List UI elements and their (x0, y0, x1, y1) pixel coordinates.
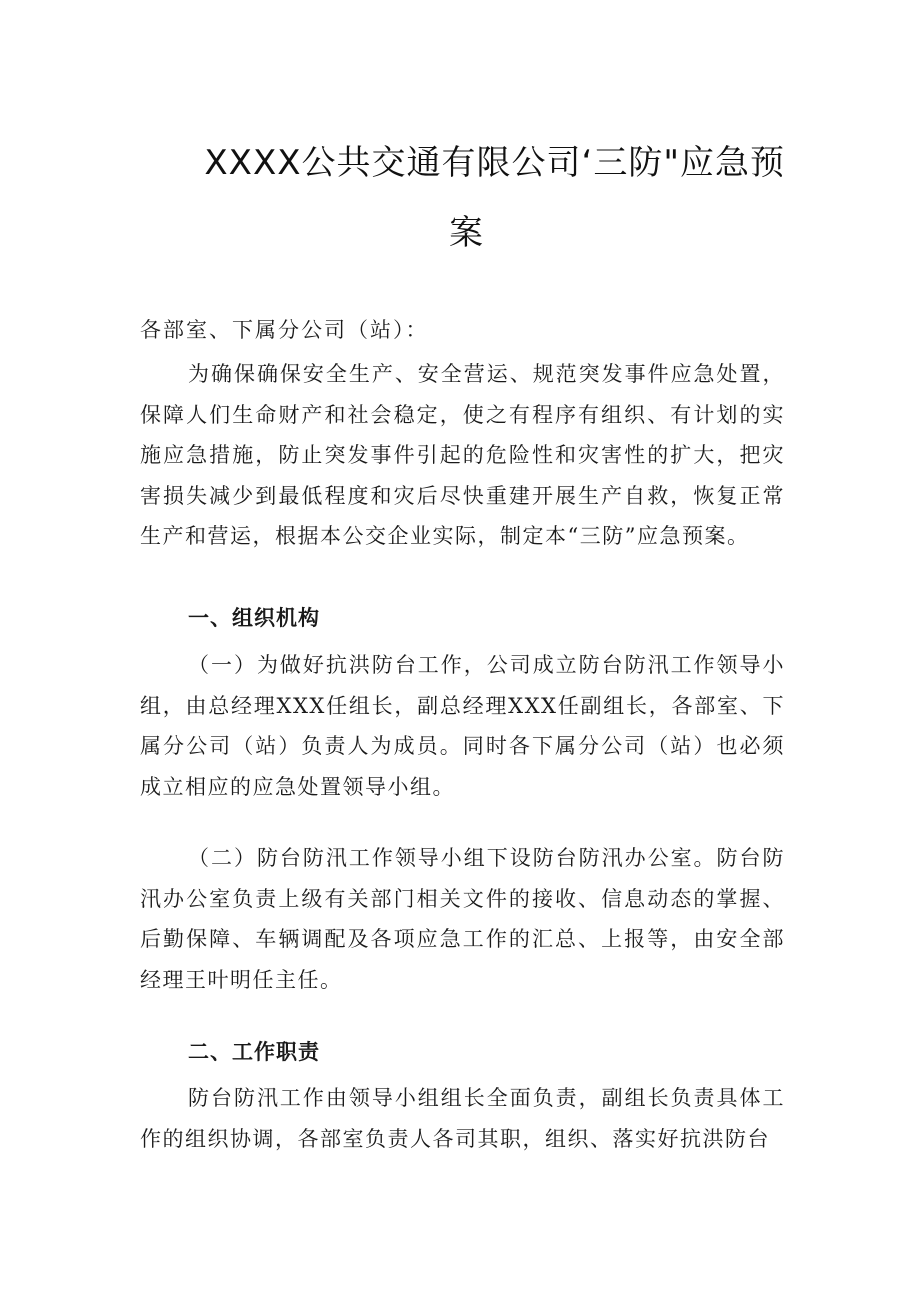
title-line-2: 案 (449, 213, 484, 253)
section-2-paragraph-1: 防台防汛工作由领导小组组长全面负责，副组长负责具体工作的组织协调，各部室负责人各司其职，组织、落实好抗洪防台 (140, 1086, 785, 1151)
section-1-heading: 一、组织机构 (188, 606, 320, 630)
document-title (140, 128, 785, 268)
title-line-1: XXXX公共交通有限公司‘三防"应急预 (204, 143, 785, 183)
salutation: 各部室、下属分公司（站）： (140, 318, 429, 342)
section-2-heading: 二、工作职责 (188, 1040, 320, 1064)
section-1-paragraph-2: （二）防台防汛工作领导小组下设防台防汛办公室。防台防汛办公室负责上级有关部门相关文件的接收、信息动态的掌握、后勤保障、车辆调配及各项应急工作的汇总、上报等，由安全部经理王叶明任主任。 (140, 846, 785, 992)
section-1-paragraph-1: （一）为做好抗洪防台工作，公司成立防台防汛工作领导小组，由总经理XXX任组长，副总经理XXX任副组长，各部室、下属分公司（站）负责人为成员。同时各下属分公司（站）也必须成立相应的应急处置领导小组。 (140, 653, 785, 799)
intro-paragraph: 为确保确保安全生产、安全营运、规范突发事件应急处置，保障人们生命财产和社会稳定，使之有程序有组织、有计划的实施应急措施，防止突发事件引起的危险性和灾害性的扩大，把灾害损失减少到最低程度和灾后尽快重建开展生产自救，恢复正常生产和营运，根据本公交企业实际，制定本“三防”应急预案。 (140, 362, 785, 548)
